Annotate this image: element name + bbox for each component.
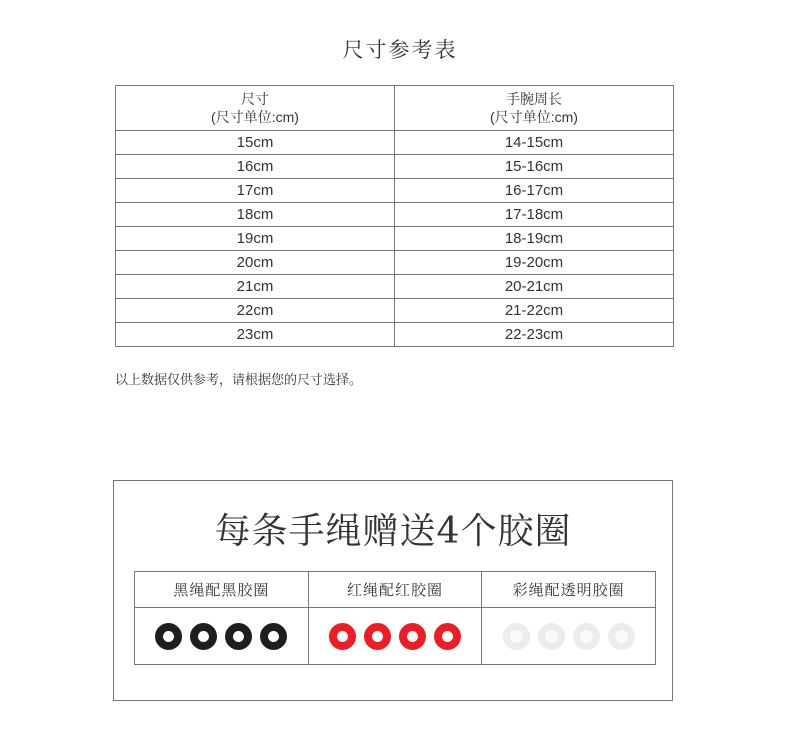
red-ring-icon (364, 623, 391, 650)
red-ring-icon (434, 623, 461, 650)
wrist-cell: 18-19cm (395, 227, 674, 251)
rings-cell-clear (482, 608, 656, 665)
gift-title: 每条手绳赠送4个胶圈 (214, 511, 572, 552)
table-row (116, 323, 674, 347)
wrist-cell: 21-22cm (395, 299, 674, 323)
table-row (116, 275, 674, 299)
rings-header-red: 红绳配红胶圈 (308, 572, 482, 608)
wrist-cell: 15-16cm (395, 155, 674, 179)
table-row (116, 251, 674, 275)
header-wrist (395, 86, 674, 131)
wrist-cell: 17-18cm (395, 203, 674, 227)
size-cell: 21cm (116, 275, 395, 299)
size-cell: 20cm (116, 251, 395, 275)
clear-ring-icon (503, 623, 530, 650)
wrist-cell: 16-17cm (395, 179, 674, 203)
table-row (116, 299, 674, 323)
size-cell: 22cm (116, 299, 395, 323)
wrist-cell: 20-21cm (395, 275, 674, 299)
size-cell: 15cm (116, 131, 395, 155)
size-note: 以上数据仅供参考，请根据您的尺寸选择。 (115, 373, 363, 388)
table-row (116, 155, 674, 179)
header-wrist-label: 手腕周长 (506, 91, 562, 107)
black-ring-icon (190, 623, 217, 650)
black-ring-icon (225, 623, 252, 650)
header-wrist-unit: (尺寸单位:cm) (490, 109, 578, 125)
size-cell: 17cm (116, 179, 395, 203)
size-chart-title: 尺寸参考表 (342, 38, 458, 62)
rings-image-row (135, 608, 656, 665)
table-row (116, 131, 674, 155)
black-ring-icon (155, 623, 182, 650)
wrist-cell: 19-20cm (395, 251, 674, 275)
rings-header-black: 黑绳配黑胶圈 (135, 572, 309, 608)
black-ring-icon (260, 623, 287, 650)
rings-table (134, 571, 656, 665)
rings-cell-black (135, 608, 309, 665)
rings-header-row (135, 572, 656, 608)
red-ring-icon (329, 623, 356, 650)
size-cell: 23cm (116, 323, 395, 347)
clear-ring-icon (573, 623, 600, 650)
table-row (116, 179, 674, 203)
size-cell: 18cm (116, 203, 395, 227)
size-chart-header-row (116, 86, 674, 131)
size-chart-table (115, 85, 674, 347)
table-row (116, 203, 674, 227)
red-ring-icon (399, 623, 426, 650)
gift-box (113, 480, 673, 701)
rings-header-clear: 彩绳配透明胶圈 (482, 572, 656, 608)
size-cell: 19cm (116, 227, 395, 251)
clear-ring-icon (608, 623, 635, 650)
header-size (116, 86, 395, 131)
table-row (116, 227, 674, 251)
clear-ring-icon (538, 623, 565, 650)
wrist-cell: 22-23cm (395, 323, 674, 347)
header-size-label: 尺寸 (241, 91, 269, 107)
wrist-cell: 14-15cm (395, 131, 674, 155)
rings-cell-red (308, 608, 482, 665)
header-size-unit: (尺寸单位:cm) (211, 109, 299, 125)
size-cell: 16cm (116, 155, 395, 179)
